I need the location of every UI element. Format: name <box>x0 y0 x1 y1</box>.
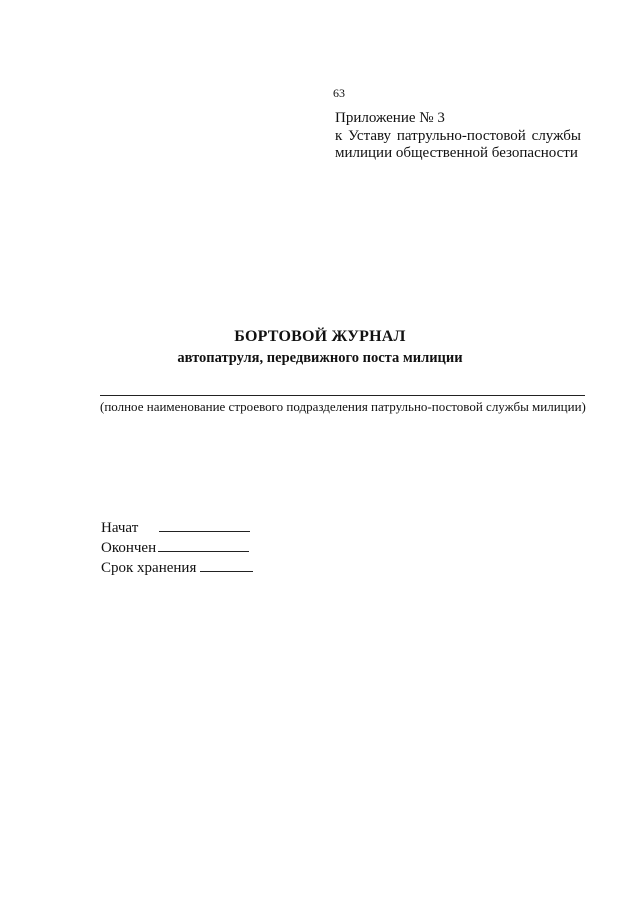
field-retention-line <box>200 558 253 572</box>
appendix-title: Приложение № 3 <box>335 110 445 126</box>
journal-title: БОРТОВОЙ ЖУРНАЛ <box>234 328 406 345</box>
appendix-header <box>335 110 581 163</box>
appendix-reference: к Уставу патрульно-постовой службы милиции общественной безопасности <box>335 127 581 161</box>
field-retention-label: Срок хранения <box>101 560 197 576</box>
journal-subtitle: автопатруля, передвижного поста милиции <box>177 350 463 366</box>
field-started <box>101 518 253 538</box>
field-retention <box>101 558 253 578</box>
field-started-label: Начат <box>101 520 139 536</box>
field-finished-label: Окончен <box>101 540 157 556</box>
organization-name-line <box>100 395 585 396</box>
journal-heading <box>0 327 640 368</box>
page-number: 63 <box>333 86 345 100</box>
field-finished <box>101 538 253 558</box>
organization-caption: (полное наименование строевого подразделения патрульно-постовой службы милиции) <box>100 399 586 414</box>
journal-fields <box>101 518 253 578</box>
field-started-line <box>159 518 250 532</box>
field-finished-line <box>158 538 249 552</box>
